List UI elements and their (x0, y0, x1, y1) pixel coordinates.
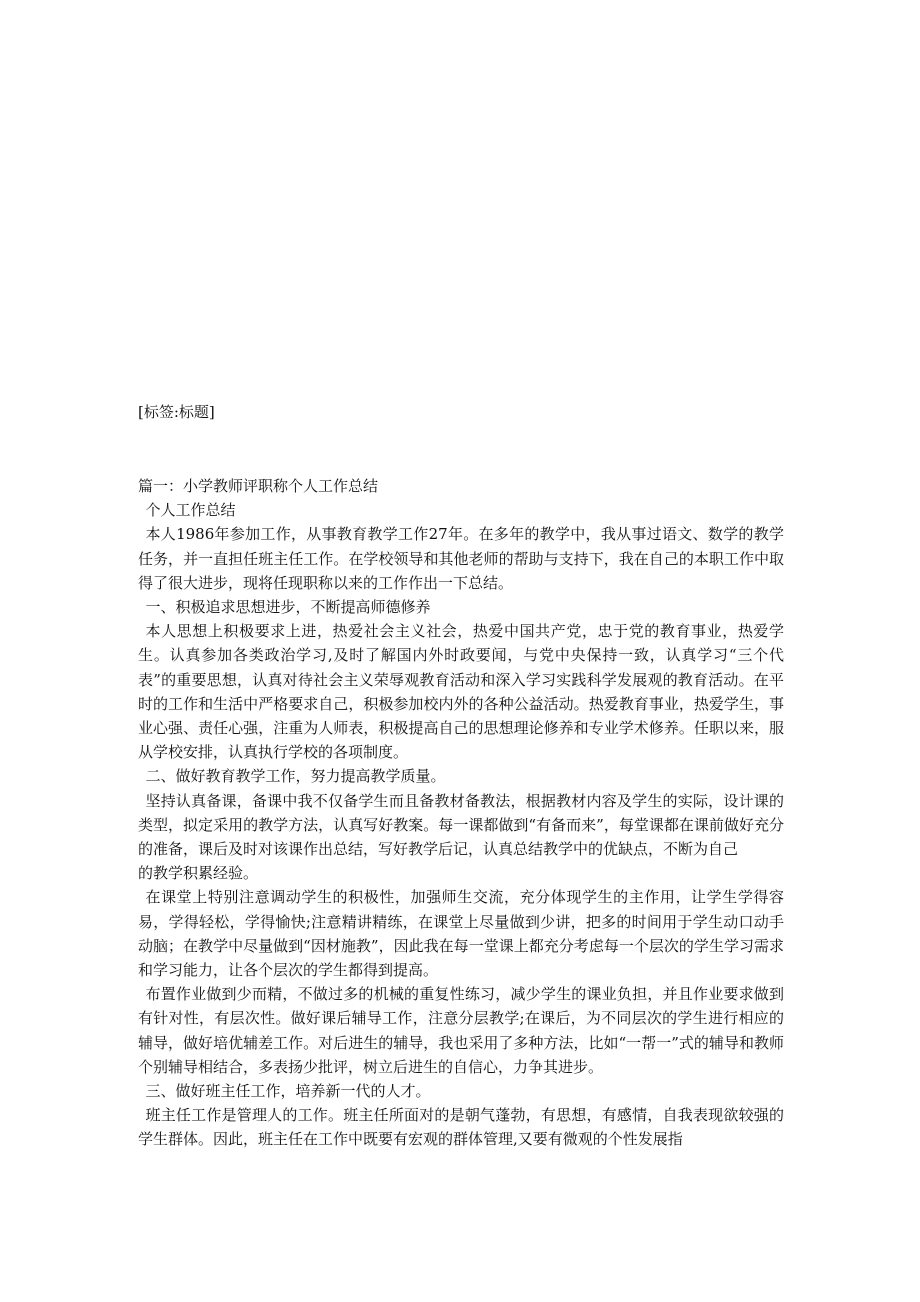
paragraph-class-teacher: 班主任工作是管理人的工作。班主任所面对的是朝气蓬勃，有思想，有感情，自我表现欲较强的学生群体。因此，班主任在工作中既要有宏观的群体管理,又要有微观的个性发展指 (138, 1106, 784, 1149)
section-heading-2: 二、做好教育教学工作，努力提高教学质量。 (145, 767, 446, 786)
paragraph-ideology: 本人思想上积极要求上进，热爱社会主义社会，热爱中国共产党，忠于党的教育事业，热爱学生。认真参加各类政治学习,及时了解国内外时政要闻，与党中央保持一致，认真学习“三个代表”的重要思想，认真对待社会主义荣辱观教育活动和深入学习实践科学发展观的教育活动。在平时的工作和生活中严格要求自己，积极参加校内外的各种公益活动。热爱教育事业，热爱学生，事业心强、责任心强，注重为人师表，积极提高自己的思想理论修养和专业学术修养。任职以来，服从学校安排，认真执行学校的各项制度。 (138, 622, 784, 762)
section-title: 个人工作总结 (145, 501, 236, 520)
paragraph-intro: 本人1986年参加工作，从事教育教学工作27年。在多年的教学中，我从事过语文、数学的教学任务，并一直担任班主任工作。在学校领导和其他老师的帮助与支持下，我在自己的本职工作中取得了很大进步，现将任现职称以来的工作作出一下总结。 (138, 525, 784, 592)
paragraph-classroom: 在课堂上特别注意调动学生的积极性，加强师生交流，充分体现学生的主作用，让学生学得容易，学得轻松，学得愉快;注意精讲精练，在课堂上尽量做到少讲，把多的时间用于学生动口动手动脑；在教学中尽量做到“因材施教”，因此我在每一堂课上都充分考虑每一个层次的学生学习需求和学习能力，让各个层次的学生都得到提高。 (138, 888, 784, 980)
paragraph-homework: 布置作业做到少而精，不做过多的机械的重复性练习，减少学生的课业负担，并且作业要求做到有针对性，有层次性。做好课后辅导工作，注意分层教学;在课后，为不同层次的学生进行相应的辅导，做好培优辅差工作。对后进生的辅导，我也采用了多种方法，比如“一帮一”式的辅导和教师个别辅导相结合，多表扬少批评，树立后进生的自信心，力争其进步。 (138, 985, 784, 1076)
section-heading-1: 一、积极追求思想进步，不断提高师德修养 (145, 598, 431, 617)
tag-placeholder: [标签:标题] (138, 403, 215, 421)
paragraph-lesson-prep: 坚持认真备课，备课中我不仅备学生而且备教材备教法，根据教材内容及学生的实际，设计课的类型，拟定采用的教学方法，认真写好教案。每一课都做到“有备而来”，每堂课都在课前做好充分的准备，课后及时对该课作出总结，写好教学后记，认真总结教学中的优缺点，不断为自己 (138, 791, 784, 859)
article-heading: 篇一：小学教师评职称个人工作总结 (138, 477, 379, 495)
document-body (138, 474, 784, 1152)
section-heading-3: 三、做好班主任工作，培养新一代的人才。 (145, 1082, 431, 1101)
paragraph-lesson-prep-continued: 的教学积累经验。 (138, 864, 259, 883)
